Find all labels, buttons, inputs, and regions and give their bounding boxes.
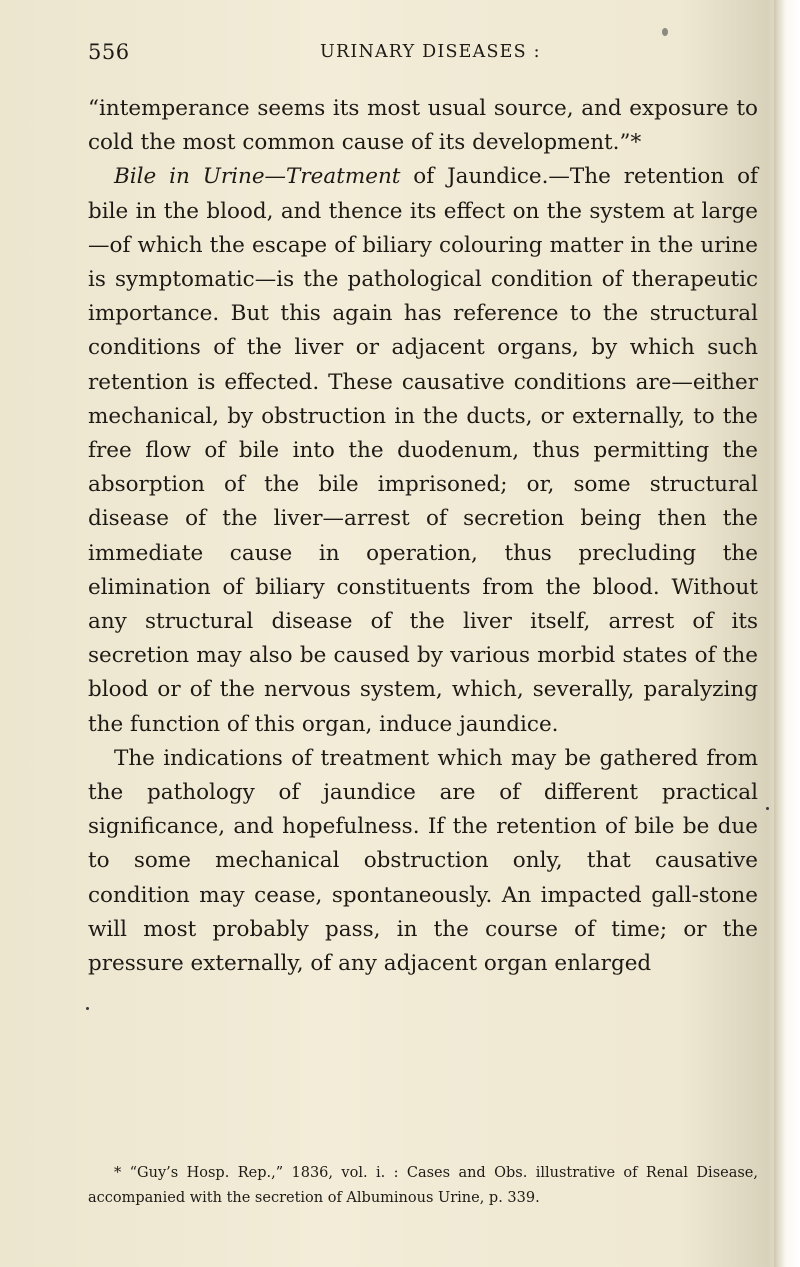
paragraph-bile-in-urine xyxy=(88,160,758,741)
footnote xyxy=(88,1161,758,1211)
footnote-text: * “Guy’s Hosp. Rep.,” 1836, vol. i. : Cases and Obs. illustrative of Renal Disease, accompanied with the secretion of Albuminous Urine, p. 339. xyxy=(88,1165,758,1206)
paragraph-indications: The indications of treatment which may be gathered from the pathology of jaundice are of different practical significance, and hopefulness. If the retention of bile be due to some mechanical obstruction only, that causative condition may cease, spontaneously. An impacted gall-stone will most probably pass, in the course of time; or the pressure externally, of any adjacent organ enlarged xyxy=(88,745,758,977)
page-number: 556 xyxy=(88,40,130,64)
paragraph-bile-text: of Jaundice.—The retention of bile in the blood, and thence its effect on the system at large—of which the escape of biliary colouring matter in the urine is symptomatic—is the pathological condition of therapeutic importance. But this again has reference to the structural conditions of the liver or adjacent organs, by which such retention is effected. These causative conditions are—either mechanical, by obstruction in the ducts, or externally, to the free flow of bile into the duodenum, thus permitting the absorption of the bile imprisoned; or, some structural disease of the liver—arrest of secretion being then the immediate cause in operation, thus precluding the elimination of biliary constituents from the blood. Without any structural disease of the liver itself, arrest of its secretion may also be caused by various morbid states of the blood or of the nervous system, which, severally, paralyzing the function of this organ, induce jaundice. xyxy=(88,164,758,737)
body-text xyxy=(88,92,758,981)
print-speck xyxy=(662,28,668,36)
section-heading-italic: Bile in Urine—Treatment xyxy=(114,164,401,190)
page-edge-shadow xyxy=(774,0,800,1267)
print-speck xyxy=(86,1007,89,1010)
print-speck xyxy=(766,807,769,810)
paragraph-continuation: “intemperance seems its most usual source, and exposure to cold the most common cause of its development.”* xyxy=(88,96,758,156)
running-head: URINARY DISEASES : xyxy=(320,42,541,62)
page-header xyxy=(88,40,758,70)
